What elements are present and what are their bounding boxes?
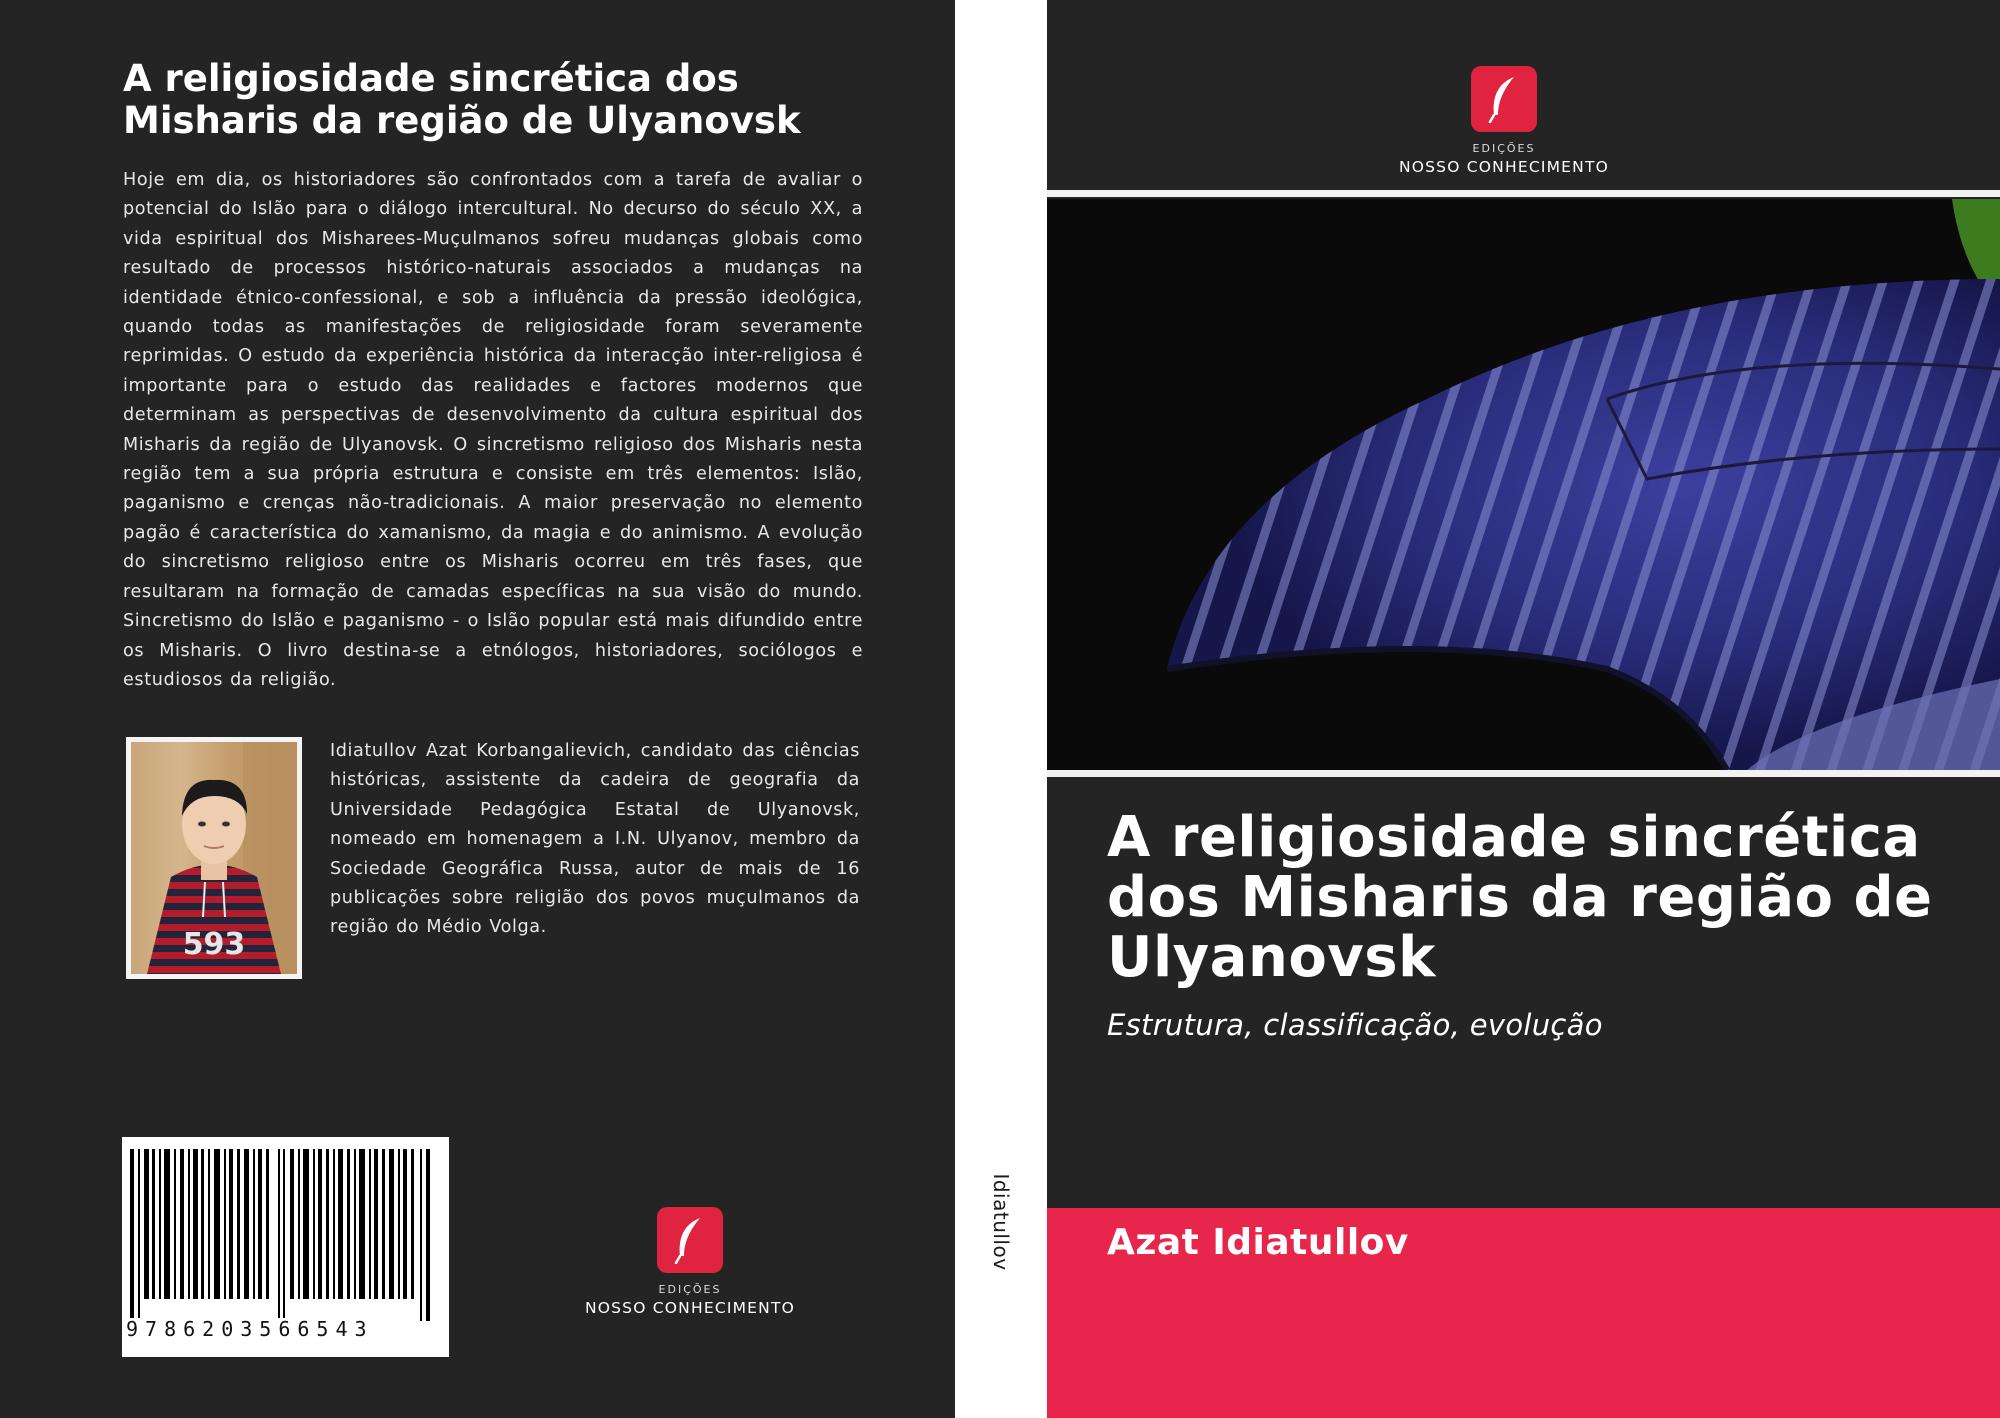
author-photo: [126, 737, 302, 979]
publisher-logo-front: [1359, 66, 1649, 176]
publisher-edicoes: EDIÇÕES: [1472, 142, 1536, 155]
publisher-name: NOSSO CONHECIMENTO: [1398, 158, 1610, 176]
spine: [955, 0, 1047, 1418]
author-bio: Idiatullov Azat Korbangalievich, candidato das ciências históricas, assistente da cadeira de geografia da Universidade Pedagógica Estatal de Ulyanovsk, nomeado em homenagem a I.N. Ulyanov, membro da Sociedade Geográfica Russa, autor de mais de 16 publicações sobre religião dos povos muçulmanos da região do Médio Volga.: [330, 741, 860, 938]
front-cover-subtitle: Estrutura, classificação, evolução: [1107, 1008, 1603, 1042]
barcode-bars: [130, 1149, 441, 1321]
isbn-digits: 9786203566543: [126, 1317, 374, 1341]
spine-author: Idiatullov: [989, 1173, 1013, 1271]
publisher-name: NOSSO CONHECIMENTO: [584, 1299, 796, 1317]
divider-bottom: [1047, 770, 2000, 777]
butterfly-wing-image: [1047, 199, 2000, 770]
quill-icon: [657, 1207, 723, 1273]
front-cover-author: Azat Idiatullov: [1107, 1222, 1409, 1263]
front-cover-title: A religiosidade sincrética dos Misharis da região de Ulyanovsk: [1107, 805, 1933, 990]
back-cover-title: A religiosidade sincrética dos Misharis da região de Ulyanovsk: [123, 57, 801, 142]
shirt-print-text: 593: [182, 927, 246, 962]
publisher-edicoes: EDIÇÕES: [658, 1283, 722, 1296]
front-cover: [1047, 0, 2000, 1418]
back-cover-blurb: Hoje em dia, os historiadores são confrontados com a tarefa de avaliar o potencial do Islão para o diálogo intercultural. No decurso do século XX, a vida espiritual dos Misharees-Muçulmanos sofreu mudanças globais como resultado de processos histórico-naturais associados a mudanças na identidade étnico-confessional, e sob a influência da pressão ideológica, quando todas as manifestações de religiosidade foram severamente reprimidas. O estudo da experiência histórica da interacção inter-religiosa é importante para o estudo das realidades e factores modernos que determinam as perspectivas de desenvolvimento da cultura espiritual dos Misharis da região de Ulyanovsk. O sincretismo religioso dos Misharis nesta região tem a sua própria estrutura e consiste em três elementos: Islão, paganismo e crenças não-tradicionais. A maior preservação no elemento pagão é característica do xamanismo, da magia e do animismo. A evolução do sincretismo religioso entre os Misharis ocorreu em três fases, que resultaram na formação de camadas específicas na sua visão do mundo. Sincretismo do Islão e paganismo - o Islão popular está mais difundido entre os Misharis. O livro destina-se a etnólogos, historiadores, sociólogos e estudiosos da religião.: [123, 170, 863, 690]
quill-icon: [1471, 66, 1537, 132]
divider-top: [1047, 190, 2000, 197]
author-portrait-image: [131, 742, 297, 974]
publisher-logo-back: [565, 1207, 815, 1317]
isbn-barcode: [122, 1137, 449, 1357]
back-cover: [0, 0, 955, 1418]
